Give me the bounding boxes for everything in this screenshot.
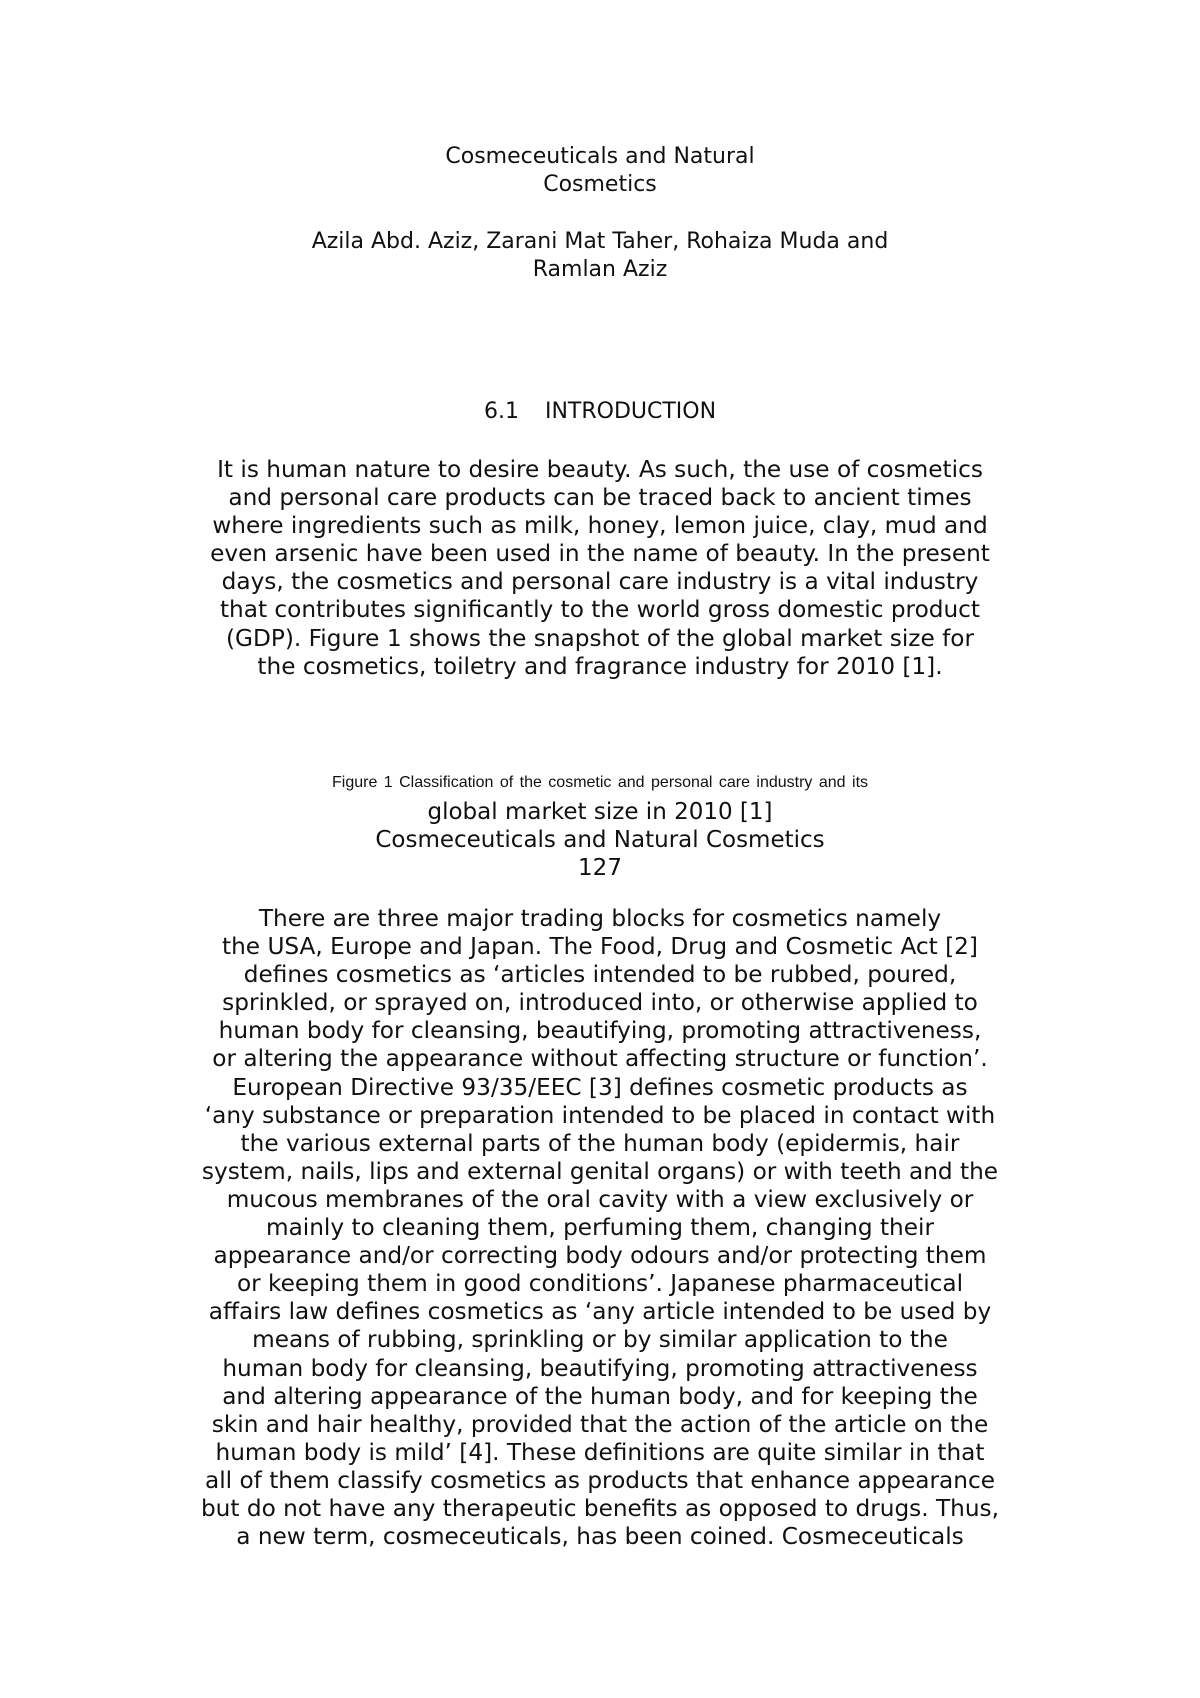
definitions-line: all of them classify cosmetics as products that enhance appearance [205,1466,995,1494]
definitions-line: ‘any substance or preparation intended to be placed in contact with [204,1101,996,1129]
figure-caption-continued [0,798,1200,883]
definitions-line: or keeping them in good conditions’. Japanese pharmaceutical [236,1270,964,1298]
intro-line: (GDP). Figure 1 shows the snapshot of the global market size for [226,624,974,652]
intro-line: where ingredients such as milk, honey, lemon juice, clay, mud and [212,512,988,540]
definitions-line: There are three major trading blocks for cosmetics namely [258,905,942,932]
chapter-title-line-1: Cosmeceuticals and Natural [445,144,755,169]
definitions-line: and altering appearance of the human body, and for keeping the [222,1382,978,1410]
definitions-line: the USA, Europe and Japan. The Food, Drug and Cosmetic Act [2] [222,933,978,961]
intro-line: It is human nature to desire beauty. As such, the use of cosmetics [217,456,983,483]
section-title: INTRODUCTION [544,399,717,424]
authors-line-2: Ramlan Aziz [532,257,668,282]
definitions-line: skin and hair healthy, provided that the action of the article on the [211,1410,989,1438]
running-title: Cosmeceuticals and Natural Cosmetics [375,827,825,854]
section-number: 6.1 [483,399,519,424]
definitions-line: human body for cleansing, beautifying, promoting attractiveness, [218,1017,982,1045]
definitions-line: human body is mild’ [4]. These definitions are quite similar in that [215,1438,985,1466]
definitions-line: system, nails, lips and external genital organs) or with teeth and the [201,1157,999,1185]
definitions-line: the various external parts of the human body (epidermis, hair [240,1129,960,1157]
intro-line: the cosmetics, toiletry and fragrance industry for 2010 [1]. [257,652,943,680]
chapter-title-line-2: Cosmetics [543,172,657,197]
definitions-line: European Directive 93/35/EEC [3] defines cosmetic products as [232,1073,968,1101]
definitions-line: mucous membranes of the oral cavity with a view exclusively or [226,1185,974,1213]
definitions-line: defines cosmetics as ‘articles intended to be rubbed, poured, [243,961,957,989]
intro-paragraph [185,456,1015,681]
definitions-line: sprinkled, or sprayed on, introduced into, or otherwise applied to [222,989,978,1017]
page-number: 127 [578,855,622,882]
definitions-paragraph [185,905,1015,1551]
title-block [0,143,1200,284]
intro-line: even arsenic have been used in the name of beauty. In the present [210,540,990,568]
definitions-line: but do not have any therapeutic benefits as opposed to drugs. Thus, [200,1494,1000,1522]
intro-line: and personal care products can be traced back to ancient times [228,484,972,512]
definitions-line: means of rubbing, sprinkling or by similar application to the [252,1326,948,1354]
definitions-line: or altering the appearance without affecting structure or function’. [212,1045,988,1073]
authors-line-1: Azila Abd. Aziz, Zarani Mat Taher, Rohaiza Muda and [311,229,889,254]
figure-caption-line-2: global market size in 2010 [1] [427,799,773,825]
definitions-line: a new term, cosmeceuticals, has been coined. Cosmeceuticals [236,1523,964,1551]
definitions-line: mainly to cleaning them, perfuming them, changing their [266,1214,934,1242]
definitions-line: affairs law defines cosmetics as ‘any article intended to be used by [208,1298,992,1326]
figure-caption: Figure 1 Classification of the cosmetic and personal care industry and its [331,774,869,791]
definitions-line: human body for cleansing, beautifying, promoting attractiveness [222,1354,978,1382]
intro-line: that contributes significantly to the world gross domestic product [219,596,981,624]
section-heading [0,398,1200,426]
definitions-line: appearance and/or correcting body odours and/or protecting them [213,1242,987,1270]
intro-line: days, the cosmetics and personal care industry is a vital industry [221,568,979,596]
